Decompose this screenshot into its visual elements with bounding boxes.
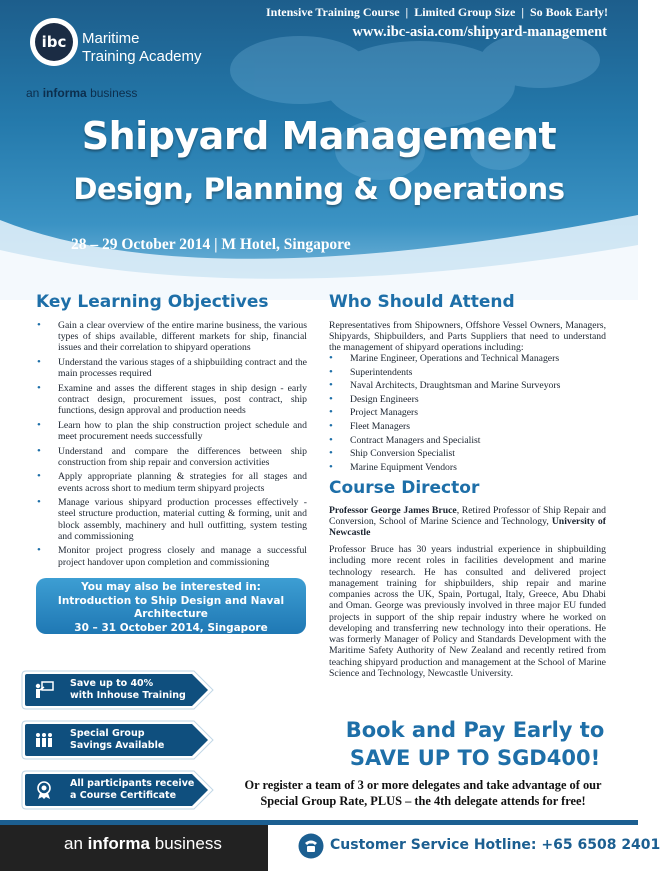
logo-line2: Training Academy <box>82 48 202 65</box>
group-people-icon <box>34 730 54 750</box>
website-link[interactable]: www.ibc-asia.com/shipyard-management <box>352 24 607 40</box>
page-subtitle: Design, Planning & Operations <box>73 172 565 206</box>
list-item: • Understand and compare the differences between ship construction from ship repair and conversion activities <box>37 446 307 468</box>
list-item: • Contract Managers and Specialist <box>329 435 606 446</box>
key-learning-title: Key Learning Objectives <box>36 292 269 312</box>
group-rate-offer: Or register a team of 3 or more delegates and take advantage of our Special Group Rate, PLUS – the 4th delegate attends for free! <box>244 778 602 808</box>
list-item: • Ship Conversion Specialist <box>329 448 606 459</box>
list-item: • Understand the various stages of a shipbuilding contract and the main processes required <box>37 357 307 379</box>
save-up-headline: SAVE UP TO SGD400! <box>349 746 601 770</box>
list-item: • Examine and asses the different stages in ship design - early contract design, procurement issues, post contract, ship functions, design approval and production needs <box>37 383 307 417</box>
director-name: Professor George James Bruce <box>329 505 457 516</box>
certificate-icon <box>34 780 54 800</box>
list-item: • Manage various shipyard production processes effectively - steel structure production, material cutting & forming, unit and block assembly, machinery and hull outfitting, system testing and commissioning <box>37 497 307 542</box>
list-item: • Marine Equipment Vendors <box>329 462 606 473</box>
topline-item: Limited Group Size <box>414 5 516 19</box>
who-should-attend-intro: Representatives from Shipowners, Offshore Vessel Owners, Managers, Shipyards, Shipbuilders, and Parts Suppliers that need to understand the management of shipyard operations including: <box>329 320 606 354</box>
attendee-list <box>329 353 606 475</box>
list-item: • Learn how to plan the ship construction project schedule and meet procurement needs successfully <box>37 420 307 442</box>
logo-mark: ibc <box>41 33 67 51</box>
related-course-date: 30 – 31 October 2014, Singapore <box>74 621 268 634</box>
logo-text <box>82 30 202 66</box>
list-item: • Superintendents <box>329 367 606 378</box>
list-item: • Marine Engineer, Operations and Technical Managers <box>329 353 606 364</box>
director-university: University of Newcastle <box>329 516 606 539</box>
tab-label: All participants receive a Course Certificate <box>70 778 195 801</box>
topline-item: Intensive Training Course <box>265 5 400 19</box>
director-bio: Professor Bruce has 30 years industrial experience in shipbuilding including more recent roles in facilities development and marine technology research. He has consulted and delivered project management training for shipbuilders, ship repair and marine companies across the UK, Spain, Portugal, Italy, Greece, Abu Dhabi and Oman. George was previously involved in three major EU funded projects in support of the ship repair industry where he worked on developing and transferring new technology into their operations. He was formerly Manager of Policy and Standards Development with the Maritime Safety Authority of New Zealand and recently retired from teaching shipyard production and management at the School of Marine Science and Technology, Newcastle University. <box>329 544 606 679</box>
related-course-box[interactable] <box>36 578 306 634</box>
topline: Intensive Training Course | Limited Group Size | So Book Early! <box>265 5 608 19</box>
group-savings-tab[interactable] <box>22 721 214 759</box>
related-course-intro: You may also be interested in: <box>81 581 261 593</box>
list-item: • Design Engineers <box>329 394 606 405</box>
related-course-title: Introduction to Ship Design and Naval Architecture <box>57 594 285 620</box>
list-item: • Naval Architects, Draughtsman and Marine Surveyors <box>329 380 606 391</box>
list-item: • Apply appropriate planning & strategies for all stages and events across short to medium term shipyard projects <box>37 471 307 493</box>
list-item: • Fleet Managers <box>329 421 606 432</box>
tab-label: Special Group Savings Available <box>70 728 165 751</box>
page-title: Shipyard Management <box>81 114 557 158</box>
topline-item: So Book Early! <box>529 5 608 19</box>
key-learning-list <box>37 320 307 571</box>
list-item: • Monitor project progress closely and manage a successful project handover upon completion and commissioning <box>37 545 307 567</box>
list-item: • Project Managers <box>329 407 606 418</box>
director-role: , Retired Professor of Ship Repair and Conversion, School of Marine Science and Technology, <box>329 505 606 528</box>
phone-icon <box>298 833 324 859</box>
presenter-icon <box>34 680 54 700</box>
customer-service-hotline[interactable]: Customer Service Hotline: +65 6508 2401 <box>330 837 660 853</box>
logo-line1: Maritime <box>82 30 140 47</box>
header-banner <box>0 0 638 300</box>
hotline-number[interactable]: +65 6508 2401 <box>541 837 660 853</box>
book-early-headline: Book and Pay Early to <box>345 718 605 742</box>
informa-tagline: an informa business <box>26 86 138 100</box>
event-date-venue: 28 – 29 October 2014 | M Hotel, Singapore <box>71 236 351 253</box>
ibc-logo-icon <box>28 16 80 68</box>
course-director-title: Course Director <box>329 478 480 498</box>
tab-label: Save up to 40% with Inhouse Training <box>70 678 186 701</box>
certificate-tab[interactable] <box>22 771 214 809</box>
inhouse-training-tab[interactable] <box>22 671 214 709</box>
director-credentials <box>329 505 606 539</box>
footer-informa-tagline: an informa business <box>64 834 222 853</box>
list-item: • Gain a clear overview of the entire marine business, the various types of ships available, different markets for ship, financial issues and their correlation to shipyard operations <box>37 320 307 354</box>
who-should-attend-title: Who Should Attend <box>329 292 515 312</box>
